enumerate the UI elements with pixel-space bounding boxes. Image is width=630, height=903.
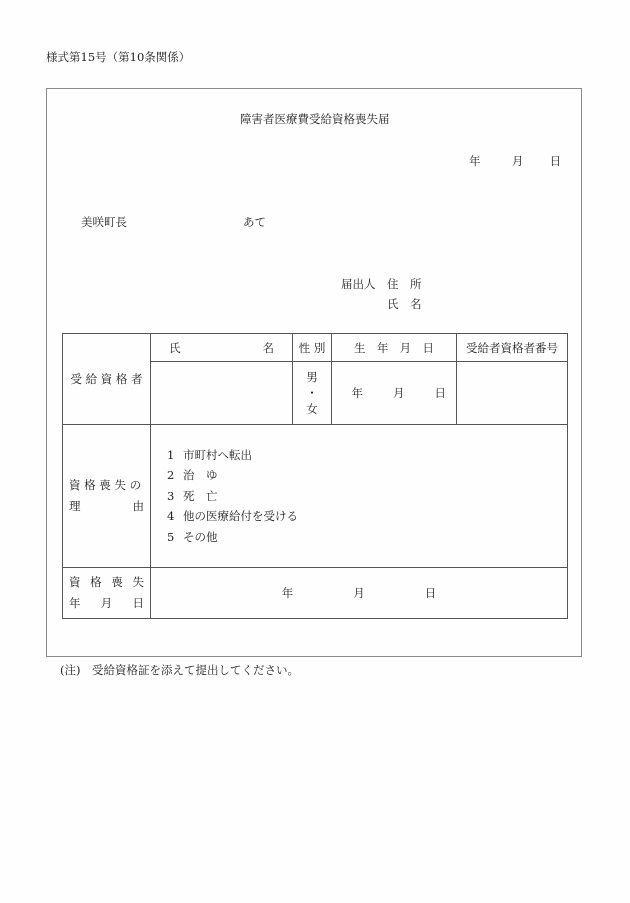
reason-options-cell (151, 425, 568, 568)
reason-option-3[interactable]: 3 死 亡 (167, 488, 218, 503)
loss-label-4: 失 (132, 575, 144, 589)
applicant-name-field[interactable]: 氏 名 (387, 297, 422, 311)
loss-date-input-cell[interactable] (151, 568, 568, 619)
birth-year-label: 年 (351, 386, 363, 400)
loss-label-month: 月 (100, 596, 113, 610)
gender-female[interactable]: 女 (306, 402, 318, 416)
reason-label (63, 425, 151, 568)
reason-option-2[interactable]: 2 治 ゆ (167, 468, 218, 483)
header-birth-1: 生 (354, 340, 366, 355)
loss-year-label: 年 (281, 586, 294, 600)
header-name-2: 名 (262, 340, 274, 355)
recipient-table (62, 333, 568, 619)
recipient-number-input-cell[interactable] (457, 362, 568, 425)
reason-option-1[interactable]: 1 市町村へ転出 (167, 447, 252, 462)
header-name (151, 334, 293, 362)
loss-label-3: 喪 (111, 575, 123, 589)
applicant-label: 届出人 (341, 277, 376, 291)
addressee-suffix: あて (243, 215, 266, 229)
header-gender: 性 別 (293, 334, 332, 362)
addressee-name: 美咲町長 (81, 215, 127, 229)
submission-date[interactable] (469, 153, 561, 169)
header-birth-4: 日 (422, 340, 434, 355)
name-input-cell[interactable] (151, 362, 293, 425)
reason-label-ri: 理 (69, 499, 81, 513)
reason-label-yu: 由 (132, 499, 144, 513)
form-number: 様式第15号（第10条関係） (46, 50, 191, 64)
recipient-label: 受 給 資 格 者 (63, 334, 151, 425)
form-title: 障害者医療費受給資格喪失届 (240, 112, 390, 126)
reason-option-5[interactable]: 5 その他 (167, 529, 218, 544)
reason-label-line1: 資 格 喪 失 の (69, 478, 142, 492)
header-name-1: 氏 (169, 340, 181, 355)
loss-day-label: 日 (424, 586, 437, 600)
header-birthdate (332, 334, 457, 362)
loss-label-2: 格 (90, 575, 102, 589)
loss-label-1: 資 (69, 575, 81, 589)
reason-option-4[interactable]: 4 他の医療給付を受ける (167, 509, 298, 524)
day-label: 日 (549, 154, 562, 168)
loss-month-label: 月 (353, 586, 365, 600)
loss-label-day: 日 (132, 596, 144, 610)
header-birth-3: 月 (399, 340, 412, 355)
birth-day-label: 日 (434, 386, 446, 400)
loss-label-year: 年 (69, 596, 81, 610)
footnote: (注) 受給資格証を添えて提出してください。 (60, 663, 299, 677)
gender-male[interactable]: 男 (306, 370, 318, 384)
birthdate-input-cell[interactable] (332, 362, 457, 425)
header-recipient-number: 受給者資格者番号 (457, 334, 568, 362)
gender-select-cell[interactable] (293, 362, 332, 425)
applicant-address-field[interactable]: 住 所 (387, 277, 422, 291)
month-label: 月 (511, 154, 524, 168)
birth-month-label: 月 (393, 386, 405, 400)
gender-dot: ・ (306, 386, 318, 400)
loss-date-label (63, 568, 151, 619)
year-label: 年 (469, 154, 481, 168)
header-birth-2: 年 (376, 340, 389, 355)
